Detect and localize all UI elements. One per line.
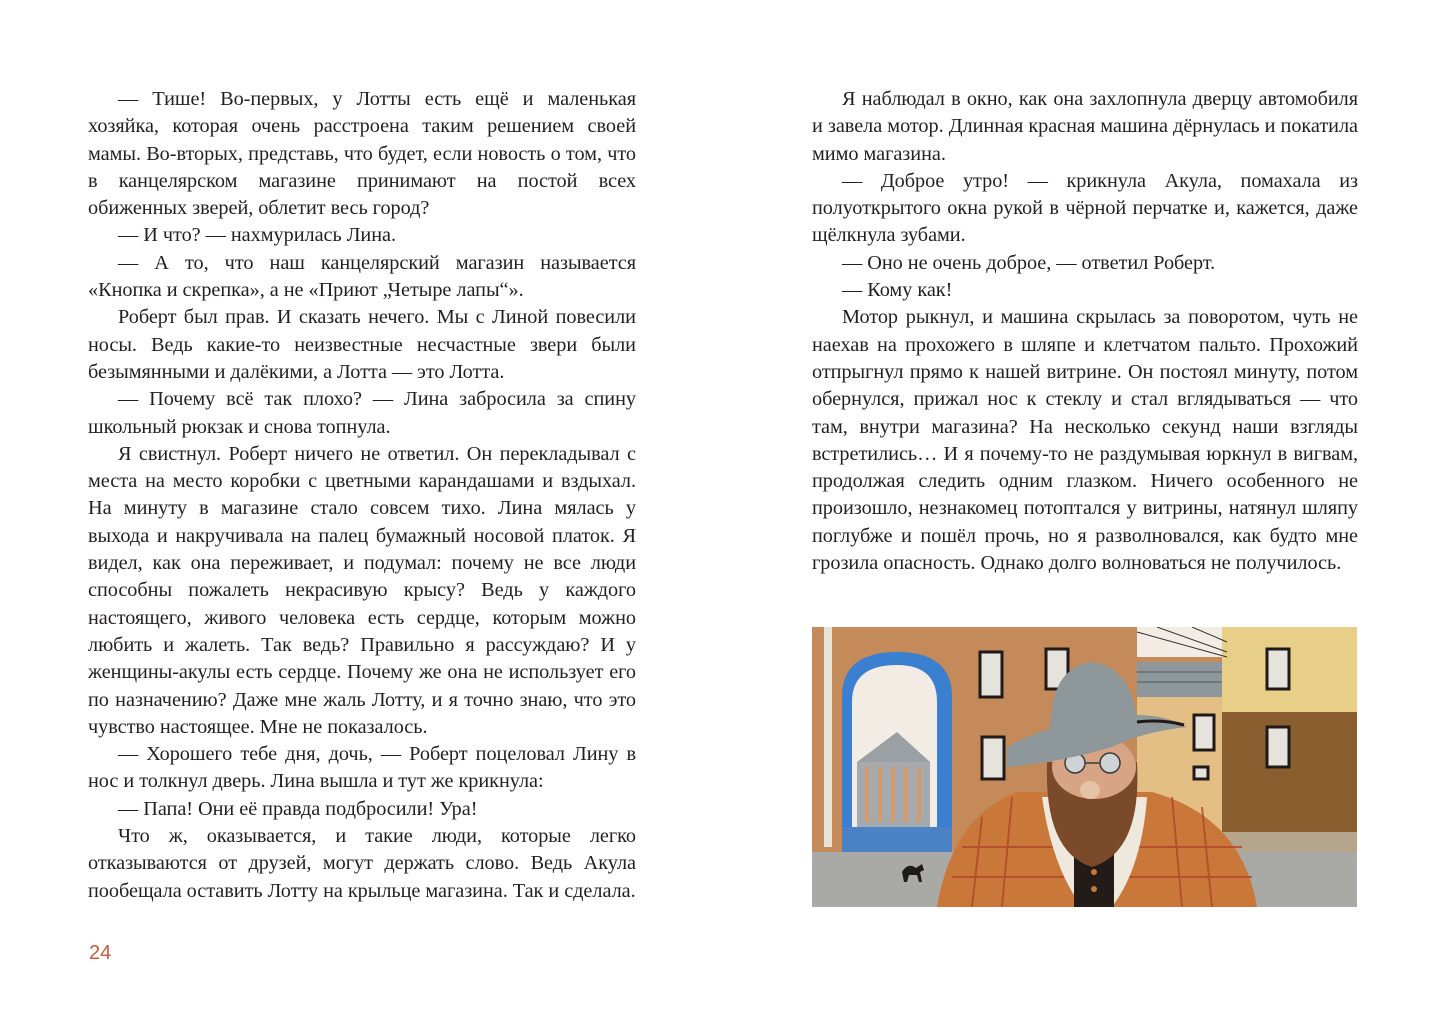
paragraph: — Кому как! (842, 279, 953, 302)
paragraph: — Оно не очень доброе, — ответил Роберт. (842, 251, 1216, 274)
paragraph: — А то, что наш канцелярский магазин называется «Кнопка и скрепка», а не «Приют „Четыре лапы“». (88, 251, 636, 302)
paragraph: — Доброе утро! — крикнула Акула, помахала из полуоткрытого окна рукой в чёрной перчатке и, кажется, даже щёлкнула зубами. (812, 169, 1358, 247)
paragraph: Мотор рыкнул, и машина скрылась за поворотом, чуть не наехав на прохожего в шляпе и клетчатом пальто. Прохожий отпрыгнул прямо к нашей витрине. Он постоял минуту, потом обернулся, прижал нос к стеклу и стал вглядываться — что там, внутри магазина? На несколько секунд наши взгляды встретились… И я почему-то не раздумывая юркнул в вигвам, продолжая следить одним глазком. Ничего особенного не произошло, незнакомец потоптался у витрины, натянул шляпу поглубже и пошёл прочь, но я разволновался, как будто мне грозила опасность. Однако долго волноваться не получилось. (812, 306, 1358, 575)
paragraph: Я наблюдал в окно, как она захлопнула дверцу автомобиля и завела мотор. Длинная красная машина дёрнулась и покатила мимо магазина. (812, 88, 1358, 165)
page-number: 24 (89, 942, 112, 964)
paragraph: — И что? — нахмурилась Лина. (118, 224, 396, 247)
paragraph: — Папа! Они её правда подбросили! Ура! (118, 797, 478, 820)
paragraph: — Тише! Во-первых, у Лотты есть ещё и маленькая хозяйка, которая очень расстроена таким решением своей мамы. Во-вторых, представь, что будет, если новость о том, что в канцелярском магазине принимают на постой всех обиженных зверей, облетит весь город? (88, 88, 636, 220)
illustration-man-in-hat (812, 627, 1357, 907)
illustration-icon (812, 627, 1357, 907)
paragraph: Я свистнул. Роберт ничего не ответил. Он перекладывал с места на место коробки с цветными карандашами и вздыхал. На минуту в магазине стало совсем тихо. Лина мялась у выхода и накручивала на палец бумажный носовой платок. Я видел, как она переживает, и подумал: почему не все люди способны пожалеть некрасивую крысу? Ведь у каждого настоящего, живого человека есть сердце, которым можно любить и жалеть. Так ведь? Правильно я рассуждаю? И у женщины-акулы есть сердце. Почему же она не использует его по назначению? Даже мне жаль Лотту, и я точно знаю, что это чувство настоящее. Мне не показалось. (88, 442, 636, 738)
paragraph: — Хорошего тебе дня, дочь, — Роберт поцеловал Лину в нос и толкнул дверь. Лина вышла и тут же крикнула: (88, 743, 636, 793)
paragraph: — Почему всё так плохо? — Лина забросила за спину школьный рюкзак и снова топнула. (88, 388, 636, 438)
paragraph: Что ж, оказывается, и такие люди, которые легко отказываются от друзей, могут держать слово. Ведь Акула пообещала оставить Лотту на крыльце магазина. Так и сделала. (88, 825, 636, 902)
right-page (812, 86, 1358, 577)
left-page (88, 86, 636, 905)
paragraph: Роберт был прав. И сказать нечего. Мы с Линой повесили носы. Ведь какие-то неизвестные несчастные звери были безымянными и далёкими, а Лотта — это Лотта. (88, 306, 636, 383)
